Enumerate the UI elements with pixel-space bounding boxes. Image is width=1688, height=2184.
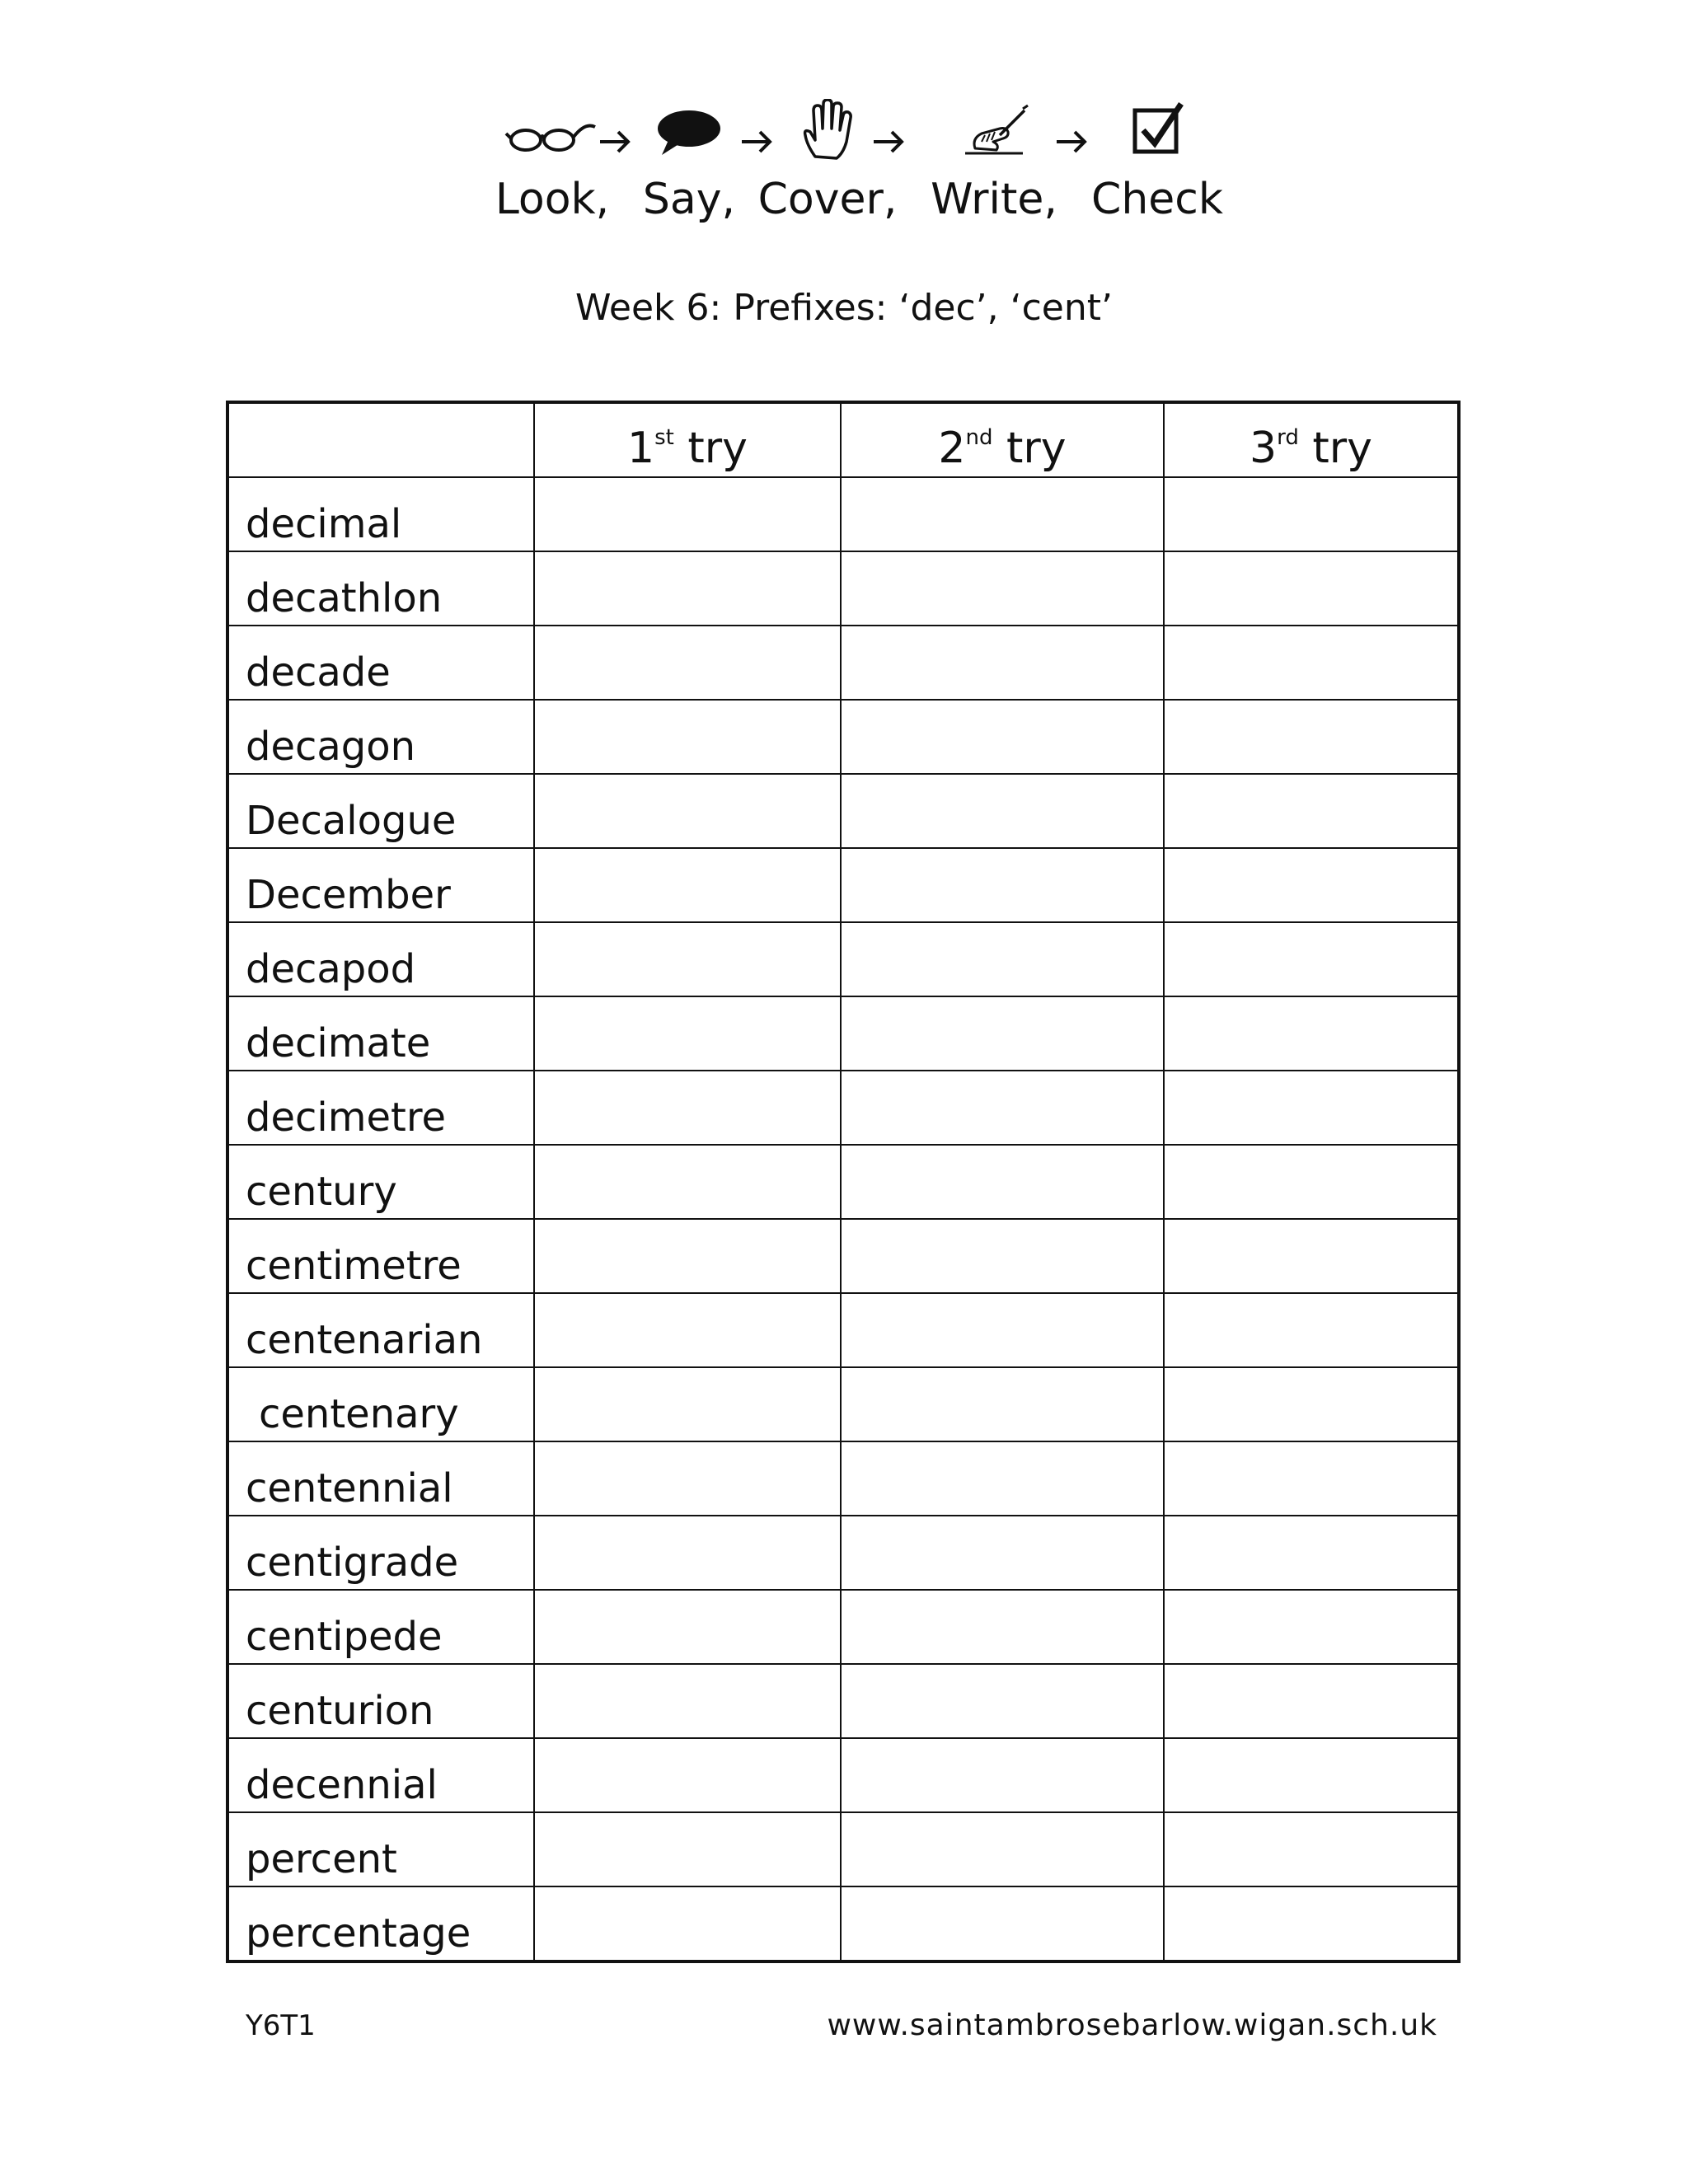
table-row xyxy=(227,1219,1459,1293)
answer-cell-1st-try[interactable] xyxy=(534,700,841,774)
spelling-table xyxy=(226,401,1461,1963)
column-header-1st-try: 1st try xyxy=(534,402,841,477)
spelling-word: centurion xyxy=(227,1664,534,1738)
column-header-2nd-try: 2nd try xyxy=(841,402,1164,477)
table-row xyxy=(227,626,1459,700)
answer-cell-3rd-try[interactable] xyxy=(1164,477,1459,551)
answer-cell-3rd-try[interactable] xyxy=(1164,626,1459,700)
answer-cell-1st-try[interactable] xyxy=(534,1071,841,1145)
answer-cell-1st-try[interactable] xyxy=(534,848,841,922)
answer-cell-3rd-try[interactable] xyxy=(1164,1367,1459,1441)
spelling-word: decimetre xyxy=(227,1071,534,1145)
answer-cell-1st-try[interactable] xyxy=(534,1738,841,1812)
answer-cell-1st-try[interactable] xyxy=(534,1886,841,1961)
spelling-word: centenarian xyxy=(227,1293,534,1367)
answer-cell-3rd-try[interactable] xyxy=(1164,1071,1459,1145)
step-label: Write, xyxy=(931,175,1057,224)
table-row xyxy=(227,1145,1459,1219)
answer-cell-3rd-try[interactable] xyxy=(1164,1590,1459,1664)
table-row xyxy=(227,774,1459,848)
look-say-cover-write-check-steps xyxy=(0,99,1688,231)
answer-cell-1st-try[interactable] xyxy=(534,922,841,996)
spelling-word: centigrade xyxy=(227,1516,534,1590)
table-row xyxy=(227,1516,1459,1590)
answer-cell-1st-try[interactable] xyxy=(534,626,841,700)
answer-cell-1st-try[interactable] xyxy=(534,1219,841,1293)
speech-bubble-icon xyxy=(652,99,726,165)
answer-cell-2nd-try[interactable] xyxy=(841,477,1164,551)
table-row xyxy=(227,1590,1459,1664)
answer-cell-2nd-try[interactable] xyxy=(841,1441,1164,1516)
table-row xyxy=(227,848,1459,922)
answer-cell-2nd-try[interactable] xyxy=(841,996,1164,1071)
spelling-word: centipede xyxy=(227,1590,534,1664)
answer-cell-2nd-try[interactable] xyxy=(841,1886,1164,1961)
answer-cell-3rd-try[interactable] xyxy=(1164,1664,1459,1738)
answer-cell-3rd-try[interactable] xyxy=(1164,1293,1459,1367)
answer-cell-1st-try[interactable] xyxy=(534,1441,841,1516)
answer-cell-3rd-try[interactable] xyxy=(1164,848,1459,922)
table-row xyxy=(227,1367,1459,1441)
answer-cell-2nd-try[interactable] xyxy=(841,1219,1164,1293)
answer-cell-2nd-try[interactable] xyxy=(841,1071,1164,1145)
spelling-word: centennial xyxy=(227,1441,534,1516)
spelling-word: decapod xyxy=(227,922,534,996)
spelling-word: decade xyxy=(227,626,534,700)
table-row xyxy=(227,1812,1459,1886)
answer-cell-1st-try[interactable] xyxy=(534,1516,841,1590)
answer-cell-1st-try[interactable] xyxy=(534,774,841,848)
table-row xyxy=(227,1738,1459,1812)
answer-cell-2nd-try[interactable] xyxy=(841,1590,1164,1664)
hand-icon xyxy=(799,99,856,165)
step-label: Check xyxy=(1091,175,1223,224)
table-row xyxy=(227,477,1459,551)
step-check xyxy=(1067,99,1248,231)
table-row xyxy=(227,1071,1459,1145)
checkbox-icon xyxy=(1128,99,1186,165)
answer-cell-1st-try[interactable] xyxy=(534,1664,841,1738)
footer-website: www.saintambrosebarlow.wigan.sch.uk xyxy=(827,2008,1437,2042)
spelling-word: Decalogue xyxy=(227,774,534,848)
answer-cell-2nd-try[interactable] xyxy=(841,848,1164,922)
answer-cell-1st-try[interactable] xyxy=(534,1293,841,1367)
column-header-3rd-try: 3rd try xyxy=(1164,402,1459,477)
spelling-word: decennial xyxy=(227,1738,534,1812)
answer-cell-3rd-try[interactable] xyxy=(1164,1886,1459,1961)
answer-cell-3rd-try[interactable] xyxy=(1164,1812,1459,1886)
answer-cell-1st-try[interactable] xyxy=(534,1145,841,1219)
spelling-word: decimate xyxy=(227,996,534,1071)
answer-cell-2nd-try[interactable] xyxy=(841,922,1164,996)
footer-code: Y6T1 xyxy=(246,2009,316,2042)
glasses-icon xyxy=(503,99,602,165)
answer-cell-1st-try[interactable] xyxy=(534,1812,841,1886)
answer-cell-2nd-try[interactable] xyxy=(841,774,1164,848)
answer-cell-1st-try[interactable] xyxy=(534,996,841,1071)
table-row xyxy=(227,1886,1459,1961)
step-label: Say, xyxy=(642,175,736,224)
answer-cell-2nd-try[interactable] xyxy=(841,626,1164,700)
spelling-word: decathlon xyxy=(227,551,534,626)
table-row xyxy=(227,1441,1459,1516)
step-label: Look, xyxy=(495,175,610,224)
table-row xyxy=(227,1664,1459,1738)
answer-cell-3rd-try[interactable] xyxy=(1164,996,1459,1071)
step-cover xyxy=(737,99,918,231)
spelling-word: percentage xyxy=(227,1886,534,1961)
spelling-word: December xyxy=(227,848,534,922)
word-column-header xyxy=(227,402,534,477)
table-row xyxy=(227,922,1459,996)
table-row xyxy=(227,551,1459,626)
answer-cell-2nd-try[interactable] xyxy=(841,1145,1164,1219)
table-header-row xyxy=(227,402,1459,477)
answer-cell-3rd-try[interactable] xyxy=(1164,1145,1459,1219)
answer-cell-3rd-try[interactable] xyxy=(1164,1516,1459,1590)
answer-cell-3rd-try[interactable] xyxy=(1164,922,1459,996)
answer-cell-3rd-try[interactable] xyxy=(1164,1738,1459,1812)
spelling-word: decagon xyxy=(227,700,534,774)
spelling-word: percent xyxy=(227,1812,534,1886)
answer-cell-2nd-try[interactable] xyxy=(841,700,1164,774)
answer-cell-3rd-try[interactable] xyxy=(1164,700,1459,774)
spelling-word: centimetre xyxy=(227,1219,534,1293)
table-row xyxy=(227,996,1459,1071)
step-write xyxy=(903,99,1085,231)
answer-cell-3rd-try[interactable] xyxy=(1164,1441,1459,1516)
table-row xyxy=(227,700,1459,774)
step-label: Cover, xyxy=(757,175,898,224)
spelling-word: decimal xyxy=(227,477,534,551)
answer-cell-3rd-try[interactable] xyxy=(1164,774,1459,848)
answer-cell-1st-try[interactable] xyxy=(534,551,841,626)
answer-cell-2nd-try[interactable] xyxy=(841,1367,1164,1441)
answer-cell-2nd-try[interactable] xyxy=(841,1516,1164,1590)
spelling-word: centenary xyxy=(227,1367,534,1441)
answer-cell-2nd-try[interactable] xyxy=(841,1812,1164,1886)
answer-cell-2nd-try[interactable] xyxy=(841,551,1164,626)
answer-cell-1st-try[interactable] xyxy=(534,477,841,551)
answer-cell-3rd-try[interactable] xyxy=(1164,1219,1459,1293)
answer-cell-2nd-try[interactable] xyxy=(841,1293,1164,1367)
answer-cell-2nd-try[interactable] xyxy=(841,1664,1164,1738)
answer-cell-1st-try[interactable] xyxy=(534,1590,841,1664)
answer-cell-3rd-try[interactable] xyxy=(1164,551,1459,626)
spelling-word: century xyxy=(227,1145,534,1219)
writing-hand-icon xyxy=(957,99,1031,165)
worksheet-subtitle: Week 6: Prefixes: ‘dec’, ‘cent’ xyxy=(574,287,1113,329)
table-row xyxy=(227,1293,1459,1367)
answer-cell-1st-try[interactable] xyxy=(534,1367,841,1441)
answer-cell-2nd-try[interactable] xyxy=(841,1738,1164,1812)
